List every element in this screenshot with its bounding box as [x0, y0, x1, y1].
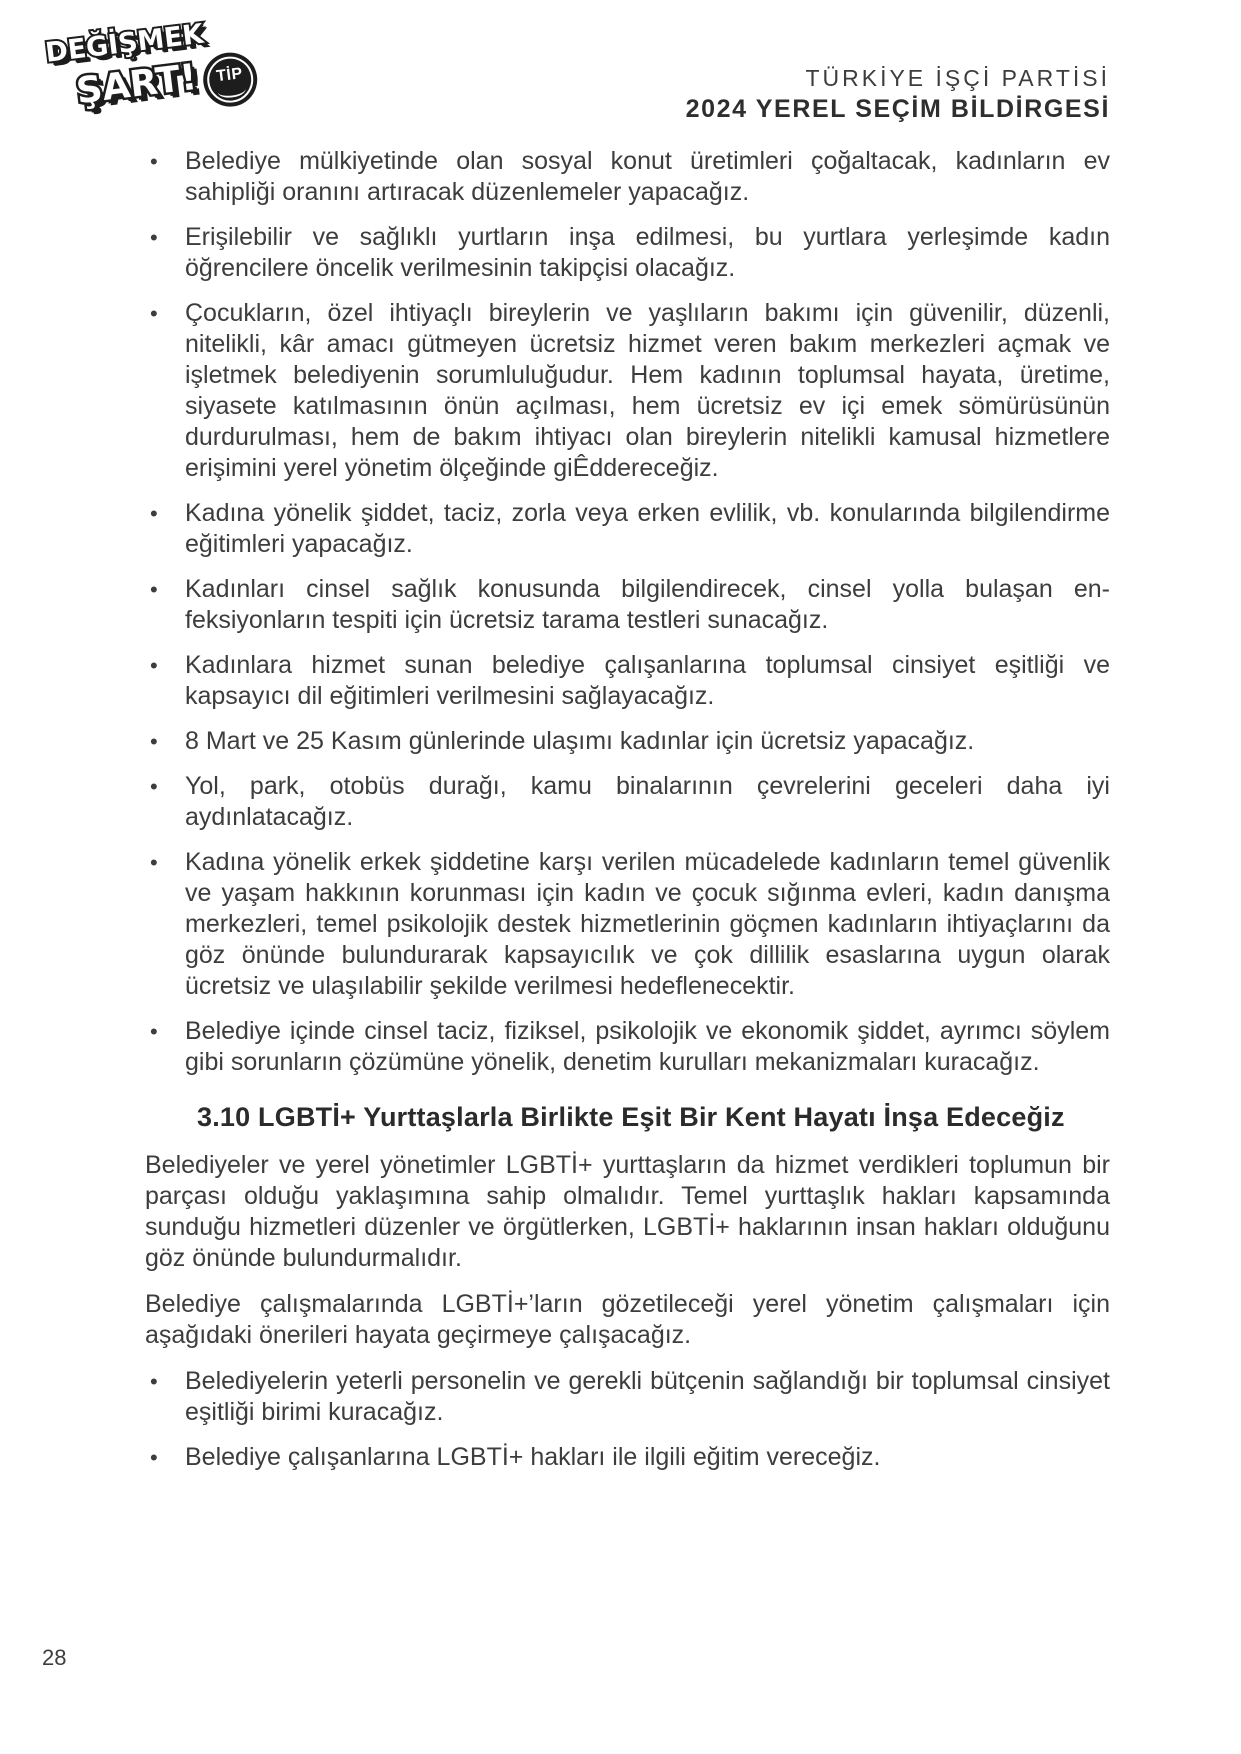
list-item: [145, 1366, 1110, 1428]
tip-emblem-label: TİP: [215, 65, 244, 86]
section-paragraph-1: Belediyeler ve yerel yönetimler LGBTİ+ yurttaşların da hizmet verdikleri toplumun bir parçası olduğu yaklaşımına sahip olmalıdır. Temel yurttaşlık hakları kapsamında sunduğu hizmetleri düzenler ve örgütlerken, LGBTİ+ haklarının insan hakları olduğunu göz önünde bulundurmalıdır.: [145, 1151, 1110, 1272]
bullet-icon: •: [150, 301, 158, 326]
bullet-icon: •: [150, 774, 158, 799]
list-item: [145, 847, 1110, 1002]
bullet-icon: •: [150, 225, 158, 250]
list-item: [145, 726, 1110, 757]
bullet-icon: •: [150, 577, 158, 602]
list-item: [145, 1016, 1110, 1078]
bullet-text: Belediye mülkiyetinde olan sosyal konut üretimleri çoğaltacak, kadınların ev sahipliği oranını artıracak düzenlemeler yapacağız.: [185, 147, 1110, 206]
bullet-text: Kadınlara hizmet sunan belediye çalışanlarına toplumsal cinsiyet eşitliği ve kapsayıcı dil eğitimleri verilmesini sağlayacağız.: [185, 651, 1110, 710]
list-item: [145, 298, 1110, 484]
list-item: [145, 222, 1110, 284]
bullet-text: Yol, park, otobüs durağı, kamu binalarının çevrelerini geceleri daha iyi aydınlatacağız.: [185, 772, 1110, 831]
list-item: [145, 650, 1110, 712]
bullet-list-top: [145, 146, 1110, 1078]
logo-slogan-line1: DEĞİŞMEK: [43, 18, 206, 69]
bullet-icon: •: [150, 149, 158, 174]
list-item: [145, 1442, 1110, 1473]
bullet-text: Belediye içinde cinsel taciz, fiziksel, psikolojik ve ekonomik şiddet, ayrımcı söylem gibi sorunların çözümüne yönelik, denetim kurulları mekanizmaları kuracağız.: [185, 1017, 1110, 1076]
bullet-text: Kadına yönelik şiddet, taciz, zorla veya erken evlilik, vb. konularında bilgilendirme eğitimleri yapacağız.: [185, 499, 1110, 558]
section-paragraph-2: Belediye çalışmalarında LGBTİ+’ların gözetileceği yerel yönetim çalışmaları için aşağıdaki önerileri hayata geçirmeye çalışacağız.: [145, 1290, 1110, 1349]
bullet-icon: •: [150, 1019, 158, 1044]
bullet-icon: •: [150, 1445, 158, 1470]
logo-slogan-line2: ŞART!: [74, 56, 200, 113]
tip-party-emblem-icon: [200, 50, 260, 110]
section-heading-3-10: 3.10 LGBTİ+ Yurttaşlarla Birlikte Eşit Bir Kent Hayatı İnşa Edeceğiz: [197, 1102, 1065, 1132]
bullet-text: Çocukların, özel ihtiyaçlı bireylerin ve yaşlıların bakımı için güvenilir, düzenli, nitelikli, kâr amacı gütmeyen ücretsiz hizmet veren bakım merkezleri açmak ve işletmek belediyenin sorumluluğudur. Hem kadının toplumsal hayata, üretime, siyasete katılmasının önün açılması, hem ücretsiz ev içi emek sömürüsünün durdurulması, hem de bakım ihtiyacı olan bireylerin nitelikli kamusal hizmetlere erişimini yerel yönetim ölçeğinde giÊddereceğiz.: [185, 299, 1110, 482]
party-name: TÜRKİYE İŞÇİ PARTİSİ: [805, 65, 1110, 91]
bullet-icon: •: [150, 501, 158, 526]
bullet-text: Kadınları cinsel sağlık konusunda bilgilendirecek, cinsel yolla bulaşan enfeksiyonların tespiti için ücretsiz tarama testleri sunacağız.: [185, 575, 1110, 634]
party-logo: [44, 15, 259, 123]
bullet-text: Belediyelerin yeterli personelin ve gerekli bütçenin sağlandığı bir toplumsal cinsiyet eşitliği birimi kuracağız.: [185, 1367, 1110, 1426]
bullet-icon: •: [150, 850, 158, 875]
document-header: [686, 64, 1110, 124]
bullet-icon: •: [150, 653, 158, 678]
document-title: 2024 YEREL SEÇİM BİLDİRGESİ: [685, 95, 1110, 123]
list-item: [145, 146, 1110, 208]
bullet-text: Kadına yönelik erkek şiddetine karşı verilen mücadelede kadınların temel güvenlik ve yaşam hakkının korunması için kadın ve çocuk sığınma evleri, kadın danışma merkezleri, temel psikolojik destek hizmetlerinin göçmen kadınların ihtiyaçlarını da göz önünde bulundurarak kapsayıcılık ve çok dillilik esaslarına uygun olarak ücretsiz ve ulaşılabilir şekilde verilmesi hedeflenecektir.: [185, 848, 1110, 1000]
bullet-text: Belediye çalışanlarına LGBTİ+ hakları ile ilgili eğitim vereceğiz.: [185, 1443, 881, 1471]
list-item: [145, 498, 1110, 560]
list-item: [145, 771, 1110, 833]
bullet-text: 8 Mart ve 25 Kasım günlerinde ulaşımı kadınlar için ücretsiz yapacağız.: [185, 727, 975, 755]
list-item: [145, 574, 1110, 636]
page-number: 28: [42, 1645, 67, 1670]
bullet-text: Erişilebilir ve sağlıklı yurtların inşa edilmesi, bu yurtlara yerleşimde kadın öğrencilere öncelik verilmesinin takipçisi olacağız.: [185, 223, 1110, 282]
bullet-list-section: [145, 1366, 1110, 1473]
bullet-icon: •: [150, 729, 158, 754]
main-content: [145, 146, 1110, 1487]
bullet-icon: •: [150, 1369, 158, 1394]
